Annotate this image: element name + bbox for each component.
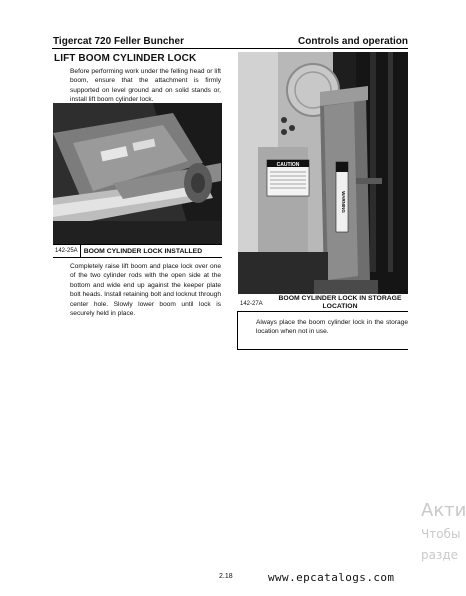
intro-paragraph: Before performing work under the felling head or lift boom, ensure that the attachment is firmly supported on level ground and on solid stands or, install lift boom cylinder lock.: [70, 68, 221, 104]
decal-caution-label: CAUTION: [276, 162, 300, 168]
storage-note-paragraph: Always place the boom cylinder lock in the storage location when not in use.: [256, 319, 408, 336]
figure-caption: [238, 294, 408, 312]
figure-code: 142-25A: [53, 245, 81, 257]
section-heading: LIFT BOOM CYLINDER LOCK: [54, 53, 197, 64]
photo-boom-cylinder-lock-storage: [238, 52, 408, 298]
chapter-title: Controls and operation: [298, 36, 408, 47]
column-divider: [237, 311, 238, 350]
figure-title: BOOM CYLINDER LOCK IN STORAGE LOCATION: [278, 295, 402, 310]
procedure-paragraph: Completely raise lift boom and place lock over one of the two cylinder rods with the open side at the bottom and wide end up against the keeper plate bolt heads. Install retaining bolt and locknut through center hole. Slowly lower boom until lock is securely held in place.: [70, 263, 221, 318]
page-number: 2.18: [219, 573, 233, 580]
decal-warning-label: WARNING: [341, 191, 346, 213]
figure-caption: [53, 244, 222, 258]
activation-watermark-line: Чтобы: [421, 527, 461, 541]
photo-boom-cylinder-lock-installed: [53, 103, 222, 244]
activation-watermark-line: Акти: [421, 500, 466, 521]
document-title: Tigercat 720 Feller Buncher: [53, 36, 184, 47]
figure-title: BOOM CYLINDER LOCK INSTALLED: [83, 247, 203, 255]
section-end-rule: [237, 349, 408, 350]
header-rule: [52, 48, 408, 49]
activation-watermark-line: разде: [421, 548, 459, 562]
figure-code: 142-27A: [240, 301, 263, 307]
source-url: www.epcatalogs.com: [268, 571, 395, 584]
